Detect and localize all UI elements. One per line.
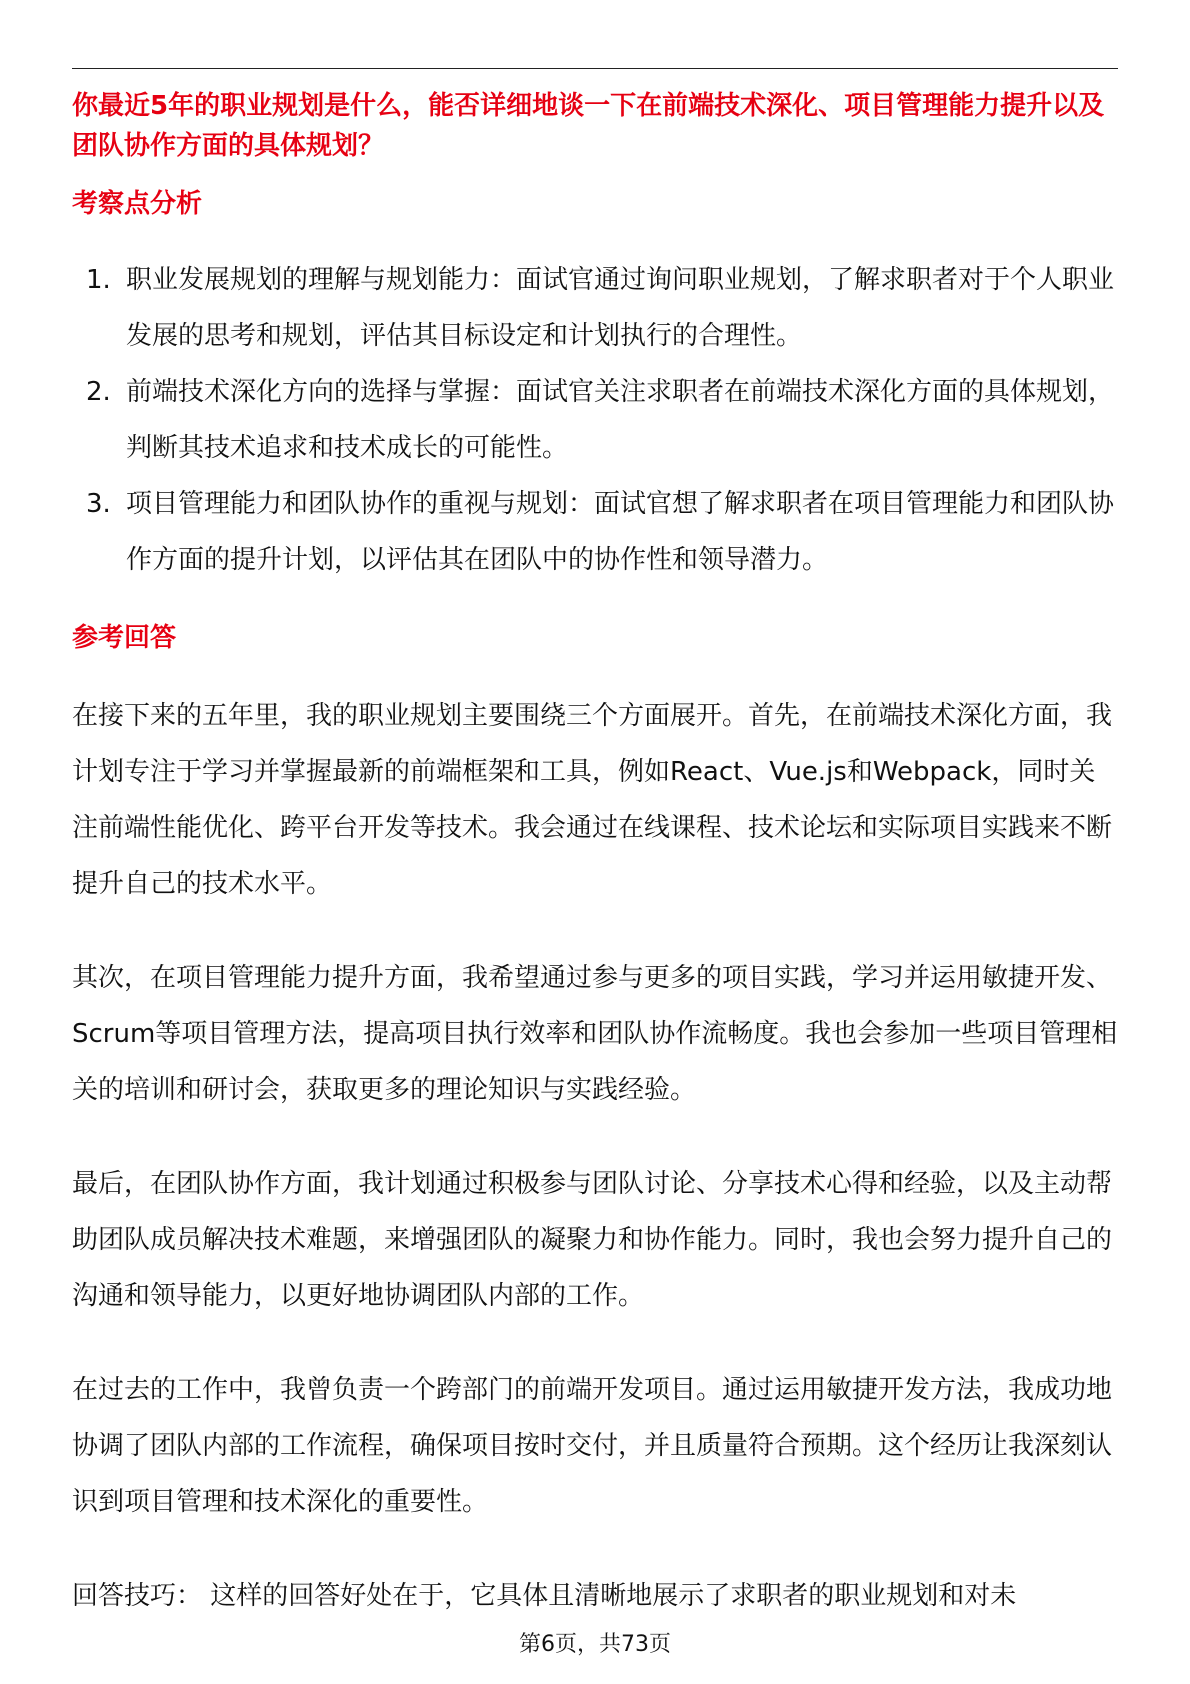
list-item-number: 3. — [86, 489, 111, 519]
page-content — [72, 86, 1118, 1624]
answer-paragraph: 在过去的工作中，我曾负责一个跨部门的前端开发项目。通过运用敏捷开发方法，我成功地协调了团队内部的工作流程，确保项目按时交付，并且质量符合预期。这个经历让我深刻认识到项目管理和技术深化的重要性。 — [72, 1375, 1113, 1517]
list-item — [72, 252, 1118, 364]
answer-paragraph: 最后，在团队协作方面，我计划通过积极参与团队讨论、分享技术心得和经验，以及主动帮助团队成员解决技术难题，来增强团队的凝聚力和协作能力。同时，我也会努力提升自己的沟通和领导能力，以更好地协调团队内部的工作。 — [72, 1169, 1113, 1311]
answer-tips: 回答技巧： 这样的回答好处在于，它具体且清晰地展示了求职者的职业规划和对未 — [72, 1581, 1017, 1611]
top-divider — [72, 68, 1118, 69]
answer-heading: 参考回答 — [72, 623, 177, 653]
answer-paragraph: 在接下来的五年里，我的职业规划主要围绕三个方面展开。首先，在前端技术深化方面，我计划专注于学习并掌握最新的前端框架和工具，例如React、Vue.js和Webpack，同时关注前端性能优化、跨平台开发等技术。我会通过在线课程、技术论坛和实际项目实践来不断提升自己的技术水平。 — [72, 701, 1113, 899]
list-item-text: 职业发展规划的理解与规划能力：面试官通过询问职业规划，了解求职者对于个人职业发展的思考和规划，评估其目标设定和计划执行的合理性。 — [126, 265, 1115, 351]
analysis-heading: 考察点分析 — [72, 189, 203, 219]
page-number: 第6页，共73页 — [519, 1632, 671, 1657]
interview-question: 你最近5年的职业规划是什么，能否详细地谈一下在前端技术深化、项目管理能力提升以及团队协作方面的具体规划？ — [72, 91, 1105, 161]
list-item-number: 2. — [86, 377, 111, 407]
list-item-number: 1. — [86, 265, 111, 295]
answer-paragraph: 其次，在项目管理能力提升方面，我希望通过参与更多的项目实践，学习并运用敏捷开发、Scrum等项目管理方法，提高项目执行效率和团队协作流畅度。我也会参加一些项目管理相关的培训和研讨会，获取更多的理论知识与实践经验。 — [72, 963, 1118, 1105]
analysis-list — [72, 252, 1118, 588]
list-item — [72, 476, 1118, 588]
list-item-text: 项目管理能力和团队协作的重视与规划：面试官想了解求职者在项目管理能力和团队协作方面的提升计划，以评估其在团队中的协作性和领导潜力。 — [126, 489, 1115, 575]
list-item-text: 前端技术深化方向的选择与掌握：面试官关注求职者在前端技术深化方面的具体规划，判断其技术追求和技术成长的可能性。 — [126, 377, 1115, 463]
list-item — [72, 364, 1118, 476]
